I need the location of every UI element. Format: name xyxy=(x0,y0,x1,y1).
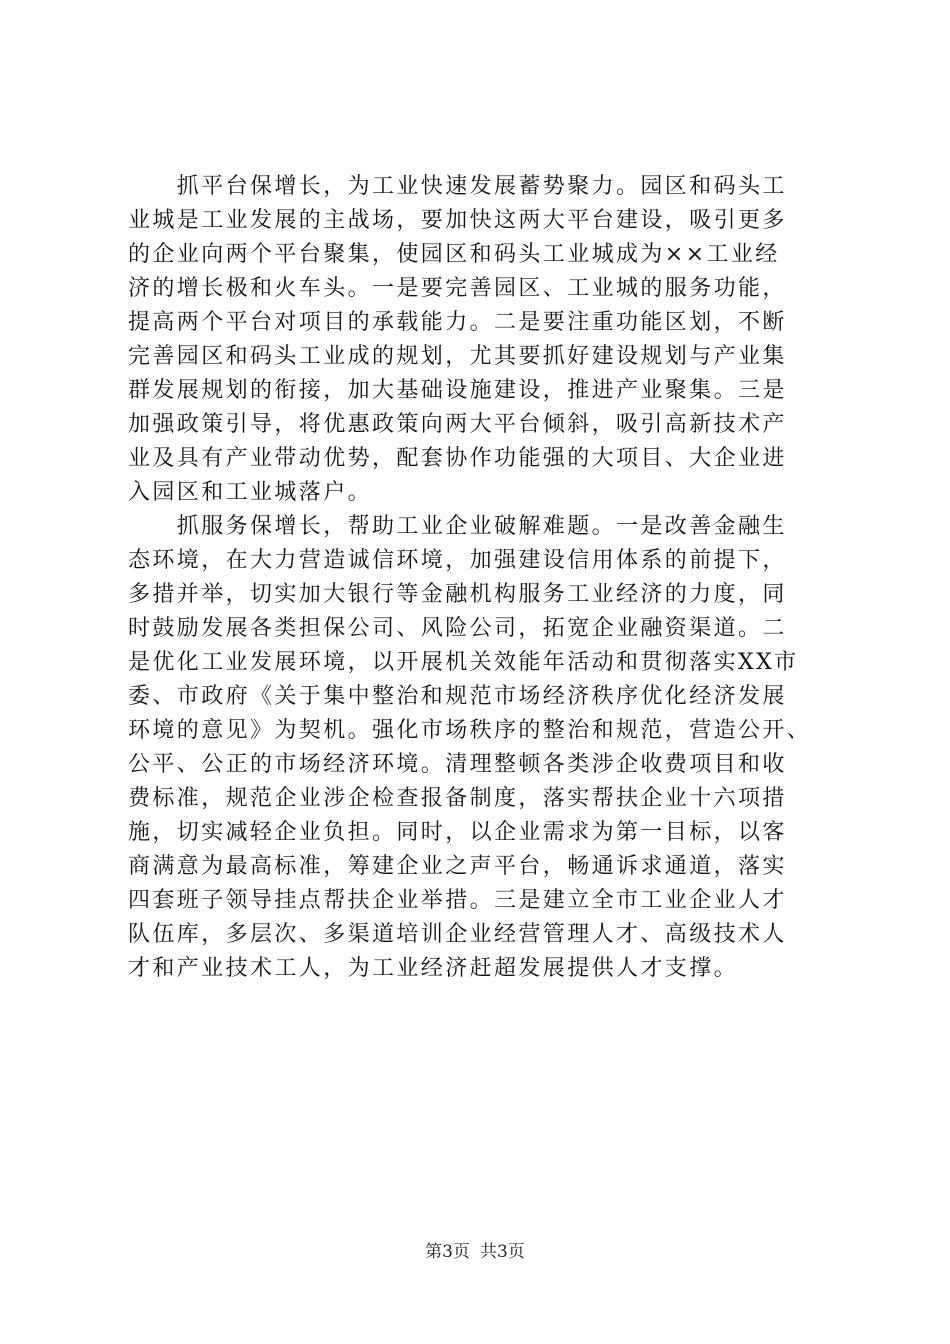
paragraph-line: 委、市政府《关于集中整治和规范市场经济秩序优化经济发展 xyxy=(128,684,787,709)
paragraph-line: 公平、公正的市场经济环境。清理整顿各类涉企收费项目和收 xyxy=(128,752,787,777)
page-total: 共3页 xyxy=(480,1242,525,1262)
paragraph-service-growth xyxy=(128,510,858,986)
document-body xyxy=(128,170,858,986)
paragraph-line: 费标准，规范企业涉企检查报备制度，落实帮扶企业十六项措 xyxy=(128,786,787,811)
page-footer xyxy=(0,1241,950,1263)
paragraph-line: 抓服务保增长，帮助工业企业破解难题。一是改善金融生 xyxy=(128,514,787,539)
paragraph-line: 入园区和工业城落户。 xyxy=(128,480,373,505)
paragraph-line: 施，切实减轻企业负担。同时，以企业需求为第一目标，以客 xyxy=(128,820,787,845)
paragraph-line: 环境的意见》为契机。强化市场秩序的整治和规范，营造公开、 xyxy=(128,718,812,743)
paragraph-line: 才和产业技术工人，为工业经济赶超发展提供人才支撑。 xyxy=(128,956,739,981)
paragraph-platform-growth xyxy=(128,170,858,510)
paragraph-line: 四套班子领导挂点帮扶企业举措。三是建立全市工业企业人才 xyxy=(128,888,787,913)
paragraph-line: 是优化工业发展环境，以开展机关效能年活动和贯彻落实XX市 xyxy=(128,650,799,675)
paragraph-line: 业及具有产业带动优势，配套协作功能强的大项目、大企业进 xyxy=(128,446,787,471)
paragraph-line: 群发展规划的衔接，加大基础设施建设，推进产业聚集。三是 xyxy=(128,378,787,403)
paragraph-line: 提高两个平台对项目的承载能力。二是要注重功能区划，不断 xyxy=(128,310,787,335)
paragraph-line: 时鼓励发展各类担保公司、风险公司，拓宽企业融资渠道。二 xyxy=(128,616,787,641)
paragraph-line: 加强政策引导，将优惠政策向两大平台倾斜，吸引高新技术产 xyxy=(128,412,787,437)
paragraph-line: 业城是工业发展的主战场，要加快这两大平台建设，吸引更多 xyxy=(128,208,787,233)
paragraph-line: 的企业向两个平台聚集，使园区和码头工业城成为××工业经 xyxy=(128,242,780,267)
paragraph-line: 多措并举，切实加大银行等金融机构服务工业经济的力度，同 xyxy=(128,582,787,607)
paragraph-line: 济的增长极和火车头。一是要完善园区、工业城的服务功能， xyxy=(128,276,787,301)
paragraph-line: 完善园区和码头工业成的规划，尤其要抓好建设规划与产业集 xyxy=(128,344,787,369)
page-number: 第3页 xyxy=(425,1242,470,1262)
paragraph-line: 队伍库，多层次、多渠道培训企业经营管理人才、高级技术人 xyxy=(128,922,787,947)
paragraph-line: 商满意为最高标准，筹建企业之声平台，畅通诉求通道，落实 xyxy=(128,854,787,879)
paragraph-line: 态环境，在大力营造诚信环境，加强建设信用体系的前提下， xyxy=(128,548,787,573)
paragraph-line: 抓平台保增长，为工业快速发展蓄势聚力。园区和码头工 xyxy=(128,174,787,199)
